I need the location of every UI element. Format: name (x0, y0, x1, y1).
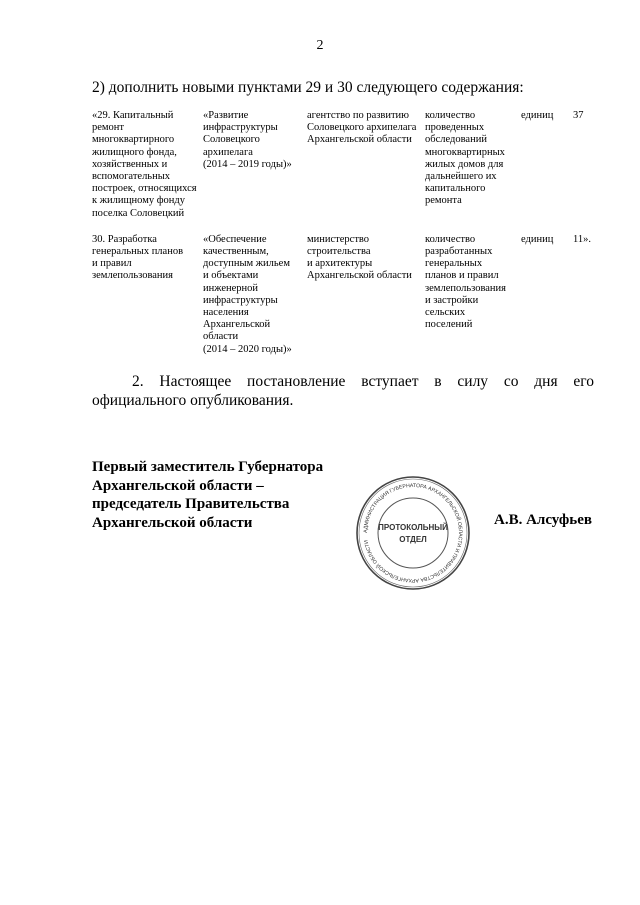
table-cell-executor: агентство по развитию Соловецкого архипелага Архангельской области (307, 110, 417, 146)
table-cell-task: 30. Разработка генеральных планов и правил землепользования (92, 233, 184, 282)
table-cell-program: «Обеспечение качественным, доступным жильем и объектами инженерной инфраструктуры населения Архангельской области (2014 – 2020 годы)» (203, 233, 292, 355)
stamp-center-line1: ПРОТОКОЛЬНЫЙ (378, 523, 448, 532)
table-cell-value: 11». (573, 233, 591, 245)
stamp-ring-text: АДМИНИСТРАЦИЯ ГУБЕРНАТОРА АРХАНГЕЛЬСКОЙ ОБЛАСТИ И ПРАВИТЕЛЬСТВА АРХАНГЕЛЬСКОЙ ОБЛАСТИ (362, 482, 464, 584)
effective-date-paragraph: 2. Настоящее постановление вступает в силу со дня его официального опубликования. (92, 373, 594, 409)
table-cell-unit: единиц (521, 233, 554, 245)
intro-paragraph: 2) дополнить новыми пунктами 29 и 30 следующего содержания: (92, 79, 524, 96)
table-cell-executor: министерство строительства и архитектуры Архангельской области (307, 233, 412, 282)
signer-name: А.В. Алсуфьев (494, 512, 592, 528)
signer-title: Первый заместитель Губернатора Архангельской области – председатель Правительства Архангельской области (92, 459, 324, 531)
table-cell-indicator: количество проведенных обследований многоквартирных жилых домов для дальнейшего их капитального ремонта (425, 110, 505, 207)
official-stamp (354, 474, 472, 592)
table-cell-task: «29. Капитальный ремонт многоквартирного жилищного фонда, хозяйственных и вспомогательных построек, относящихся к жилищному фонду поселка Соловецкий (92, 110, 197, 219)
table-cell-unit: единиц (521, 110, 554, 121)
table-cell-value: 37 (573, 110, 584, 121)
amendment-table (92, 110, 597, 356)
page-number: 2 (316, 38, 324, 53)
table-cell-program: «Развитие инфраструктуры Соловецкого архипелага (2014 – 2019 годы)» (203, 110, 292, 170)
table-row (92, 110, 597, 220)
stamp-center-line2: ОТДЕЛ (399, 535, 427, 544)
table-row (92, 234, 597, 356)
table-cell-indicator: количество разработанных генеральных планов и правил землепользования и застройки сельских поселений (425, 233, 506, 331)
